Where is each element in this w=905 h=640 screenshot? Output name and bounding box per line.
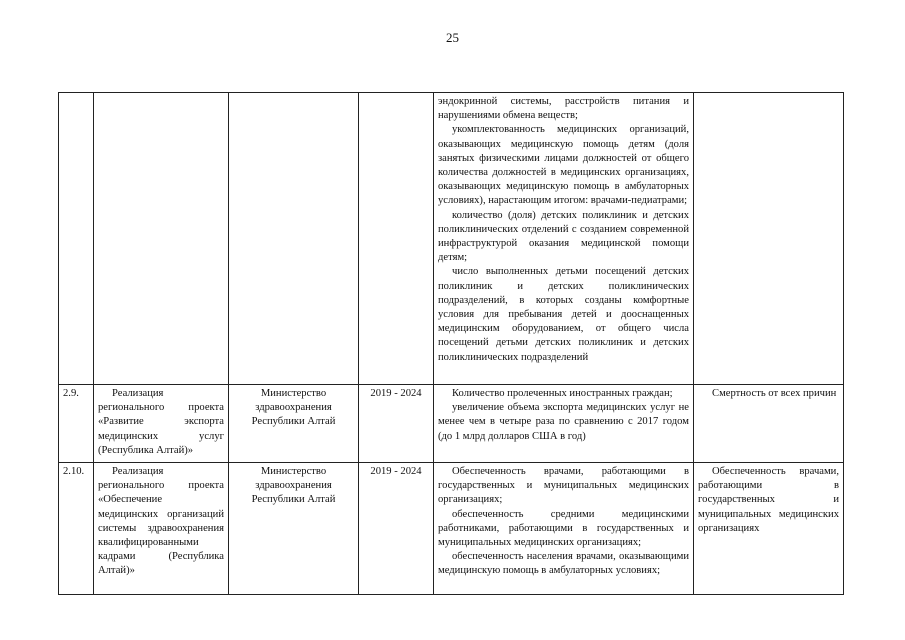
period: 2019 - 2024 — [359, 385, 434, 463]
program-indicator: Смертность от всех причин — [712, 388, 837, 399]
project-name: Реализация регионального проекта «Обеспечение медицинских организаций системы здравоохранения квалифицированными кадрами (Республика Алтай)» — [98, 466, 224, 577]
table-row — [59, 385, 844, 463]
program-indicator-cell — [694, 463, 844, 595]
indicator-text: увеличение объема экспорта медицинских услуг не менее чем в четыре раза по сравнению с 2017 годом (до 1 млрд долларов США в год) — [438, 402, 689, 442]
program-indicator-cell — [694, 93, 844, 385]
project-cell — [94, 385, 229, 463]
indicator-text: обеспеченность населения врачами, оказывающими медицинскую помощь в амбулаторных условиях; — [438, 551, 689, 577]
table-row-continuation — [59, 93, 844, 385]
indicators-cell — [434, 93, 694, 385]
page-number: 25 — [446, 30, 459, 45]
indicator-text: количество (доля) детских поликлиник и детских поликлинических отделений с созданием современной инфраструктурой оказания медицинской помощи детям; — [438, 209, 689, 264]
indicators-cell — [434, 463, 694, 595]
period-cell — [359, 93, 434, 385]
program-indicator: Обеспеченность врачами, работающими в государственных и муниципальных медицинских организациях — [698, 466, 839, 534]
executor-cell — [229, 93, 359, 385]
indicator-text: обеспеченность средними медицинскими работниками, работающими в государственных и муниципальных медицинских организациях; — [438, 508, 689, 549]
indicator-text: эндокринной системы, расстройств питания и нарушениями обмена веществ; — [438, 96, 689, 122]
program-indicator-cell — [694, 385, 844, 463]
project-name: Реализация регионального проекта «Развитие экспорта медицинских услуг (Республика Алтай)» — [98, 388, 224, 456]
executor-name: Министерство здравоохранения Республики Алтай — [229, 463, 359, 595]
row-number: 2.10. — [59, 463, 94, 595]
indicator-text: число выполненных детьми посещений детских поликлиник и детских поликлинических подразделений, в которых созданы комфортные условия для пребывания детей и дооснащенных медицинским оборудованием, от общего числа посещений детьми детских поликлиник и детских поликлинических подразделений — [438, 266, 689, 363]
project-cell — [94, 93, 229, 385]
executor-name: Министерство здравоохранения Республики Алтай — [229, 385, 359, 463]
indicators-cell — [434, 385, 694, 463]
indicator-text: Количество пролеченных иностранных граждан; — [452, 388, 673, 399]
project-cell — [94, 463, 229, 595]
program-table — [58, 92, 844, 595]
table-row — [59, 463, 844, 595]
period: 2019 - 2024 — [359, 463, 434, 595]
num-cell — [59, 93, 94, 385]
indicator-text: Обеспеченность врачами, работающими в государственных и муниципальных медицинских организациях; — [438, 466, 689, 506]
indicator-text: укомплектованность медицинских организаций, оказывающих медицинскую помощь детям (доля занятых физическими лицами должностей от общего количества должностей в медицинских организациях, оказывающих медицинскую помощь в амбулаторных условиях), нарастающим итогом: врачами-педиатрами; — [438, 124, 689, 207]
row-number: 2.9. — [59, 385, 94, 463]
